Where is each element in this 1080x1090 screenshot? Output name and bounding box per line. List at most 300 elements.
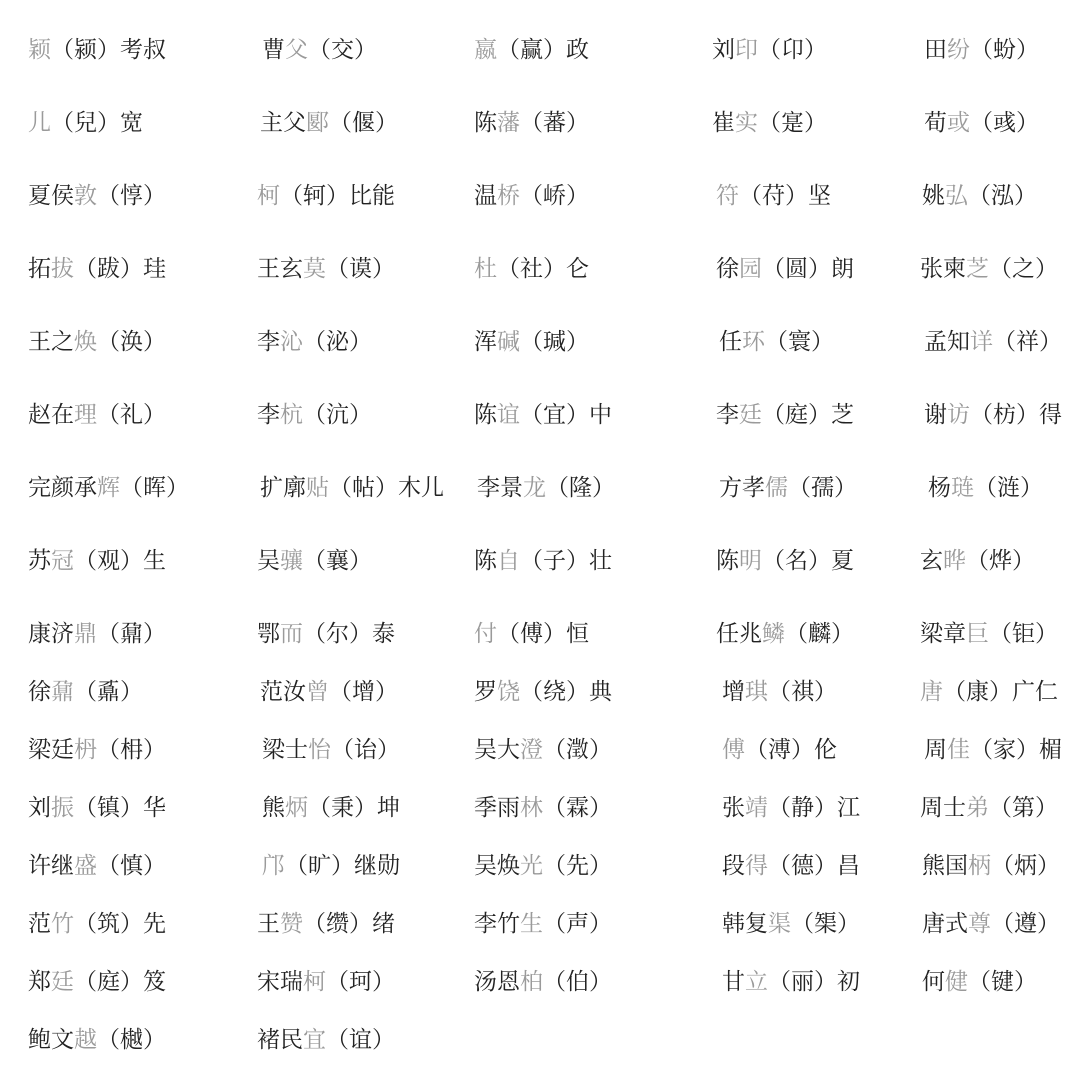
name-entry (722, 728, 837, 772)
name-text: （先） (543, 853, 612, 879)
name-entry (922, 960, 1037, 1004)
name-entry (28, 902, 166, 946)
miswritten-char: 环 (742, 329, 765, 355)
name-text: 李景 (477, 475, 523, 501)
name-entry (474, 612, 589, 656)
miswritten-char: 竹 (51, 911, 74, 937)
name-text: 任 (719, 329, 742, 355)
name-entry (262, 28, 377, 72)
miswritten-char: 颖 (28, 37, 51, 63)
name-entry (719, 320, 834, 364)
miswritten-char: 符 (716, 183, 739, 209)
miswritten-char: 饶 (497, 679, 520, 705)
name-text: （庭）笈 (74, 969, 166, 995)
name-text: （寰） (765, 329, 834, 355)
name-text: 宋瑞 (257, 969, 303, 995)
name-text: 扩廓 (260, 475, 306, 501)
name-text: （彧） (970, 110, 1039, 136)
miswritten-char: 贴 (306, 475, 329, 501)
name-entry (474, 174, 589, 218)
miswritten-char: 龙 (523, 475, 546, 501)
name-text: 徐 (28, 679, 51, 705)
miswritten-char: 廷 (51, 969, 74, 995)
name-row (0, 247, 1080, 291)
name-entry (28, 670, 143, 714)
name-text: （珂） (326, 969, 395, 995)
name-text: （苻）坚 (739, 183, 831, 209)
name-entry (920, 670, 1058, 714)
name-text: 刘 (712, 37, 735, 63)
name-text: 范汝 (260, 679, 306, 705)
name-text: 唐式 (922, 911, 968, 937)
name-text: （礼） (97, 402, 166, 428)
miswritten-char: 或 (947, 110, 970, 136)
name-text: 何 (922, 969, 945, 995)
name-entry (722, 670, 837, 714)
name-text: 周 (924, 737, 947, 763)
miswritten-char: 付 (474, 621, 497, 647)
name-text: （蚡） (970, 37, 1039, 63)
name-entry (474, 902, 612, 946)
name-row (0, 101, 1080, 145)
name-row (0, 728, 1080, 772)
name-entry (474, 960, 612, 1004)
name-text: （麟） (785, 621, 854, 647)
name-entry (257, 539, 372, 583)
name-entry (474, 844, 612, 888)
name-entry (257, 247, 395, 291)
name-entry (722, 844, 860, 888)
name-entry (924, 728, 1062, 772)
name-entry (260, 466, 444, 510)
miswritten-char: 怡 (308, 737, 331, 763)
miswritten-char: 曾 (306, 679, 329, 705)
name-row (0, 393, 1080, 437)
name-text: （社）仑 (497, 256, 589, 282)
miswritten-char: 沁 (280, 329, 303, 355)
name-text: （涟） (974, 475, 1043, 501)
miswritten-char: 弟 (966, 795, 989, 821)
name-text: 崔 (712, 110, 735, 136)
name-text: （绕）典 (520, 679, 612, 705)
name-entry (28, 320, 166, 364)
name-text: （增） (329, 679, 398, 705)
name-text: （鼐） (97, 621, 166, 647)
name-entry (474, 247, 589, 291)
name-row (0, 612, 1080, 656)
name-row (0, 28, 1080, 72)
name-text: 罗 (474, 679, 497, 705)
miswritten-char: 宜 (303, 1027, 326, 1053)
miswritten-char: 印 (735, 37, 758, 63)
name-entry (716, 174, 831, 218)
name-text: （谊） (326, 1027, 395, 1053)
name-entry (262, 844, 400, 888)
name-text: （枏） (97, 737, 166, 763)
name-text: 汤恩 (474, 969, 520, 995)
name-text: （蕃） (520, 110, 589, 136)
miswritten-char: 巨 (966, 621, 989, 647)
miswritten-char: 鼎 (74, 621, 97, 647)
name-text: （隆） (546, 475, 615, 501)
name-text: （家）楣 (970, 737, 1062, 763)
name-text: 夏侯 (28, 183, 74, 209)
miswritten-char: 园 (739, 256, 762, 282)
name-entry (712, 101, 827, 145)
name-text: （观）生 (74, 548, 166, 574)
name-text: （沆） (303, 402, 372, 428)
name-entry (474, 539, 612, 583)
name-row (0, 174, 1080, 218)
name-text: 孟知 (924, 329, 970, 355)
name-text: （帖）木儿 (329, 475, 444, 501)
name-row (0, 1018, 1080, 1062)
miswritten-char: 得 (745, 853, 768, 879)
name-text: （鼒） (74, 679, 143, 705)
name-text: （康）广仁 (943, 679, 1058, 705)
name-row (0, 786, 1080, 830)
name-entry (712, 28, 827, 72)
name-entry (28, 393, 166, 437)
miswritten-char: 佳 (947, 737, 970, 763)
miswritten-char: 鼐 (51, 679, 74, 705)
name-text: 王 (257, 911, 280, 937)
name-text: 梁廷 (28, 737, 74, 763)
miswritten-char: 儒 (765, 475, 788, 501)
miswritten-char: 杜 (474, 256, 497, 282)
name-entry (924, 101, 1039, 145)
name-row (0, 670, 1080, 714)
name-text: （溥）伦 (745, 737, 837, 763)
name-text: （澂） (543, 737, 612, 763)
name-entry (722, 902, 860, 946)
miswritten-char: 鳞 (762, 621, 785, 647)
name-text: 拓 (28, 256, 51, 282)
name-text: 吴大 (474, 737, 520, 763)
miswritten-char: 拔 (51, 256, 74, 282)
miswritten-char: 柏 (520, 969, 543, 995)
name-entry (28, 612, 166, 656)
name-text: （瑊） (520, 329, 589, 355)
miswritten-char: 桥 (497, 183, 520, 209)
name-text: 陈 (474, 110, 497, 136)
name-row (0, 844, 1080, 888)
name-entry (716, 612, 854, 656)
name-entry (257, 320, 372, 364)
name-entry (722, 786, 860, 830)
name-entry (28, 466, 189, 510)
miswritten-char: 晔 (943, 548, 966, 574)
name-text: （尔）泰 (303, 621, 395, 647)
name-row (0, 960, 1080, 1004)
miswritten-char: 澄 (520, 737, 543, 763)
name-entry (920, 539, 1035, 583)
name-text: 季雨 (474, 795, 520, 821)
miswritten-char: 健 (945, 969, 968, 995)
name-entry (474, 670, 612, 714)
name-text: 刘 (28, 795, 51, 821)
name-text: 韩复 (722, 911, 768, 937)
name-entry (257, 393, 372, 437)
miswritten-char: 嬴 (474, 37, 497, 63)
name-entry (28, 101, 143, 145)
name-text: 玄 (920, 548, 943, 574)
name-text: （赢）政 (497, 37, 589, 63)
miswritten-char: 辉 (97, 475, 120, 501)
name-text: （交） (308, 37, 377, 63)
name-text: （丽）初 (768, 969, 860, 995)
name-entry (922, 844, 1060, 888)
name-entry (28, 844, 166, 888)
miswritten-char: 纷 (947, 37, 970, 63)
miswritten-char: 光 (520, 853, 543, 879)
name-text: 郑 (28, 969, 51, 995)
name-text: 增 (722, 679, 745, 705)
name-text: （跋）珪 (74, 256, 166, 282)
name-entry (262, 728, 400, 772)
name-text: （秉）坤 (308, 795, 400, 821)
miswritten-char: 柯 (257, 183, 280, 209)
name-entry (28, 174, 166, 218)
name-text: （德）昌 (768, 853, 860, 879)
name-entry (716, 393, 854, 437)
name-text: （钜） (989, 621, 1058, 647)
miswritten-char: 琪 (745, 679, 768, 705)
name-text: 陈 (474, 402, 497, 428)
miswritten-char: 焕 (74, 329, 97, 355)
name-text: 浑 (474, 329, 497, 355)
miswritten-char: 理 (74, 402, 97, 428)
name-entry (920, 612, 1058, 656)
name-row (0, 902, 1080, 946)
name-entry (257, 612, 395, 656)
name-entry (922, 174, 1037, 218)
name-text: （子）壮 (520, 548, 612, 574)
name-entry (928, 466, 1043, 510)
name-entry (924, 393, 1062, 437)
name-text: 田 (924, 37, 947, 63)
miswritten-char: 芝 (966, 256, 989, 282)
miswritten-char: 弘 (945, 183, 968, 209)
name-text: （涣） (97, 329, 166, 355)
miswritten-char: 越 (74, 1027, 97, 1053)
miswritten-char: 枬 (74, 737, 97, 763)
name-text: 梁士 (262, 737, 308, 763)
name-text: 吴焕 (474, 853, 520, 879)
name-text: （庭）芝 (762, 402, 854, 428)
name-entry (28, 28, 166, 72)
miswritten-char: 而 (280, 621, 303, 647)
name-text: 张柬 (920, 256, 966, 282)
name-text: （遵） (991, 911, 1060, 937)
name-text: 李竹 (474, 911, 520, 937)
name-text: 甘 (722, 969, 745, 995)
name-text: 完颜承 (28, 475, 97, 501)
name-text: 周士 (920, 795, 966, 821)
miswritten-char: 琏 (951, 475, 974, 501)
name-entry (922, 902, 1060, 946)
name-text: （寔） (758, 110, 827, 136)
name-entry (257, 902, 395, 946)
name-text: 段 (722, 853, 745, 879)
name-text: （峤） (520, 183, 589, 209)
name-entry (474, 28, 589, 72)
name-entry (257, 174, 395, 218)
name-text: （名）夏 (762, 548, 854, 574)
name-text: （卬） (758, 37, 827, 63)
name-text: 温 (474, 183, 497, 209)
miswritten-char: 儿 (28, 110, 51, 136)
name-entry (28, 1018, 166, 1062)
name-text: 褚民 (257, 1027, 303, 1053)
miswritten-char: 邝 (262, 853, 285, 879)
name-text: （烨） (966, 548, 1035, 574)
name-text: 熊国 (922, 853, 968, 879)
miswritten-char: 详 (970, 329, 993, 355)
name-entry (920, 786, 1058, 830)
miswritten-char: 赞 (280, 911, 303, 937)
miswritten-char: 杭 (280, 402, 303, 428)
name-text: 张 (722, 795, 745, 821)
name-entry (474, 393, 612, 437)
name-entry (474, 786, 612, 830)
name-text: 李 (257, 329, 280, 355)
name-text: 谢 (924, 402, 947, 428)
name-entry (28, 539, 166, 583)
name-text: （榘） (791, 911, 860, 937)
name-text: （镇）华 (74, 795, 166, 821)
name-entry (924, 28, 1039, 72)
name-text: 陈 (474, 548, 497, 574)
name-entry (257, 1018, 395, 1062)
name-text: 王之 (28, 329, 74, 355)
miswritten-char: 莫 (303, 256, 326, 282)
name-text: （伯） (543, 969, 612, 995)
miswritten-char: 谊 (497, 402, 520, 428)
name-text: （圆）朗 (762, 256, 854, 282)
name-entry (474, 320, 589, 364)
name-text: （静）江 (768, 795, 860, 821)
name-text: （键） (968, 969, 1037, 995)
name-text: （诒） (331, 737, 400, 763)
name-text: （枋）得 (970, 402, 1062, 428)
name-row (0, 466, 1080, 510)
name-text: 方孝 (719, 475, 765, 501)
name-text: 梁章 (920, 621, 966, 647)
name-text: （泓） (968, 183, 1037, 209)
name-text: 许继 (28, 853, 74, 879)
name-text: （宜）中 (520, 402, 612, 428)
name-entry (260, 101, 398, 145)
name-entry (719, 466, 857, 510)
name-entry (28, 247, 166, 291)
name-text: （兒）宽 (51, 110, 143, 136)
name-text: 王玄 (257, 256, 303, 282)
name-entry (28, 786, 166, 830)
miswritten-char: 尊 (968, 911, 991, 937)
miswritten-char: 明 (739, 548, 762, 574)
name-text: 任兆 (716, 621, 762, 647)
name-entry (474, 728, 612, 772)
name-entry (28, 960, 166, 1004)
name-entry (257, 960, 395, 1004)
name-text: 荀 (924, 110, 947, 136)
name-text: （第） (989, 795, 1058, 821)
name-text: （晖） (120, 475, 189, 501)
miswritten-char: 骧 (280, 548, 303, 574)
name-text: 徐 (716, 256, 739, 282)
miswritten-char: 访 (947, 402, 970, 428)
name-entry (920, 247, 1058, 291)
name-text: 范 (28, 911, 51, 937)
name-entry (722, 960, 860, 1004)
miswritten-char: 唐 (920, 679, 943, 705)
name-row (0, 320, 1080, 364)
name-text: （偃） (329, 110, 398, 136)
name-text: 陈 (716, 548, 739, 574)
name-text: 李 (257, 402, 280, 428)
name-text: （惇） (97, 183, 166, 209)
miswritten-char: 碱 (497, 329, 520, 355)
miswritten-char: 柄 (968, 853, 991, 879)
miswritten-char: 父 (285, 37, 308, 63)
miswritten-char: 生 (520, 911, 543, 937)
name-text: （祥） (993, 329, 1062, 355)
miswritten-char: 立 (745, 969, 768, 995)
name-text: 鲍文 (28, 1027, 74, 1053)
name-text: （筑）先 (74, 911, 166, 937)
miswritten-char: 林 (520, 795, 543, 821)
name-text: （霖） (543, 795, 612, 821)
name-text: （炳） (991, 853, 1060, 879)
name-entry (260, 670, 398, 714)
miswritten-char: 柯 (303, 969, 326, 995)
name-text: 主父 (260, 110, 306, 136)
name-entry (716, 247, 854, 291)
name-entry (924, 320, 1062, 364)
name-entry (474, 101, 589, 145)
name-text: （颍）考叔 (51, 37, 166, 63)
name-text: 康济 (28, 621, 74, 647)
name-text: （谟） (326, 256, 395, 282)
name-text: （樾） (97, 1027, 166, 1053)
name-text: （祺） (768, 679, 837, 705)
name-text: 杨 (928, 475, 951, 501)
name-entry (262, 786, 400, 830)
miswritten-char: 傅 (722, 737, 745, 763)
miswritten-char: 郾 (306, 110, 329, 136)
name-text: 李 (716, 402, 739, 428)
miswritten-char: 渠 (768, 911, 791, 937)
miswritten-char: 炳 (285, 795, 308, 821)
name-text: （轲）比能 (280, 183, 395, 209)
name-text: （之） (989, 256, 1058, 282)
name-text: （泌） (303, 329, 372, 355)
name-entry (477, 466, 615, 510)
name-text: 鄂 (257, 621, 280, 647)
name-text: 吴 (257, 548, 280, 574)
miswritten-char: 靖 (745, 795, 768, 821)
name-text: （旷）继勋 (285, 853, 400, 879)
name-text: （孺） (788, 475, 857, 501)
miswritten-char: 藩 (497, 110, 520, 136)
name-row (0, 539, 1080, 583)
miswritten-char: 廷 (739, 402, 762, 428)
name-text: 苏 (28, 548, 51, 574)
name-text: （傅）恒 (497, 621, 589, 647)
miswritten-char: 自 (497, 548, 520, 574)
miswritten-char: 实 (735, 110, 758, 136)
